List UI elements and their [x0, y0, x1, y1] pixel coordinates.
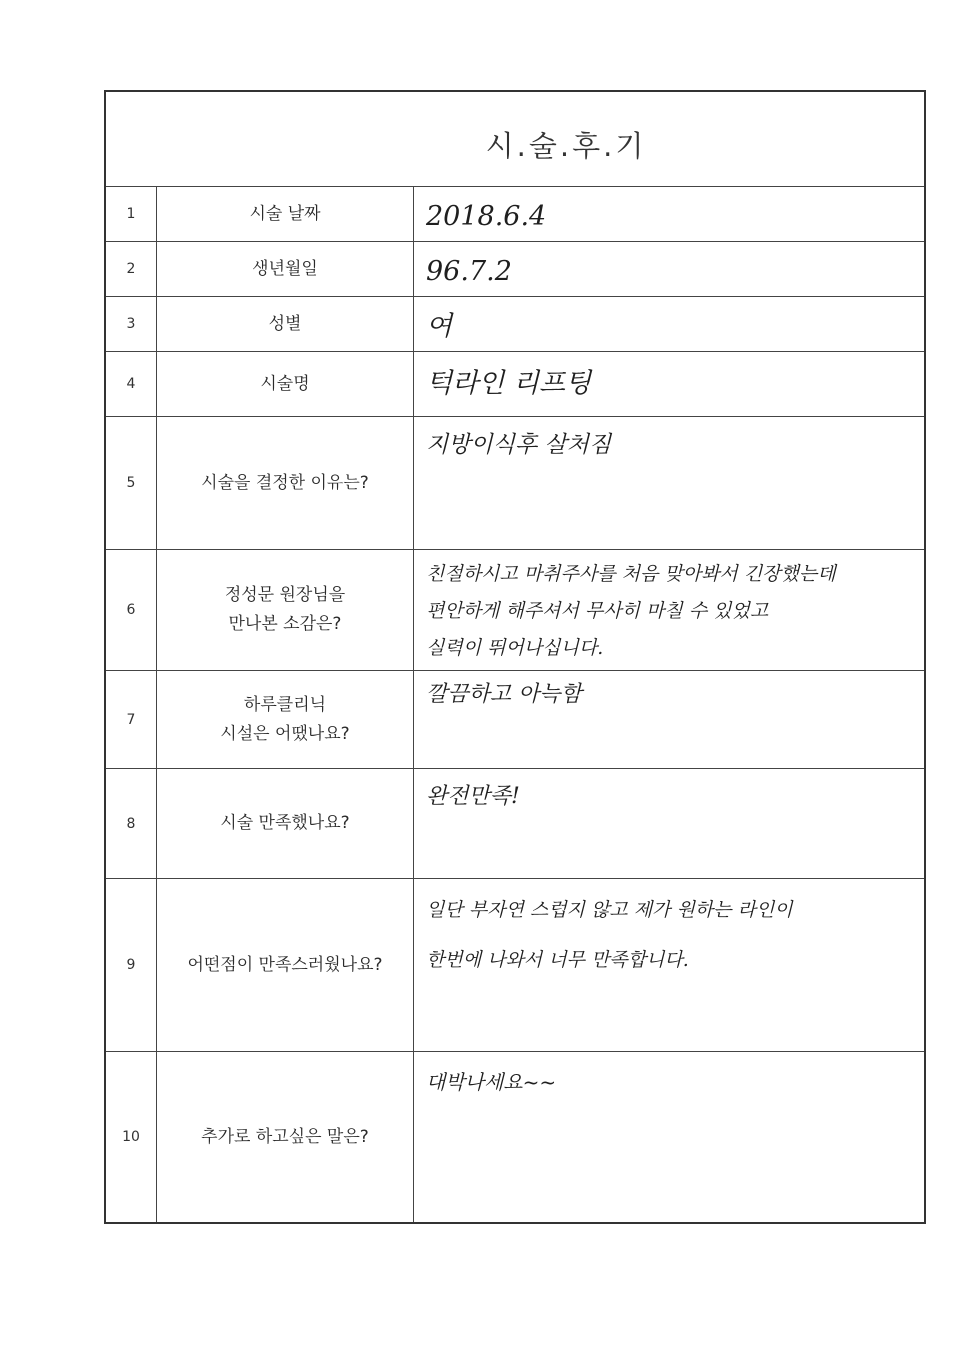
row-label: 생년월일	[157, 242, 414, 296]
form-row-facility	[106, 671, 924, 769]
row-answer: 지방이식후 살처짐	[426, 432, 612, 458]
form-row-satisfying-points	[106, 879, 924, 1052]
row-number: 8	[106, 769, 157, 878]
review-form	[104, 90, 926, 1224]
form-row-gender	[106, 297, 924, 352]
row-answer: 턱라인 리프팅	[426, 368, 592, 399]
form-row-birth-date	[106, 242, 924, 297]
row-label: 정성문 원장님을 만나본 소감은?	[157, 550, 414, 670]
row-answer: 친절하시고 마취주사를 처음 맞아봐서 긴장했는데 편안하게 해주셔서 무사히 마칠 수 있었고 실력이 뛰어나십니다.	[426, 563, 836, 659]
row-label: 성별	[157, 297, 414, 351]
row-answer: 일단 부자연 스럽지 않고 제가 원하는 라인이 한번에 나와서 너무 만족합니다.	[426, 899, 793, 971]
form-row-satisfaction	[106, 769, 924, 879]
form-row-reason	[106, 417, 924, 550]
row-number: 3	[106, 297, 157, 351]
row-label: 추가로 하고싶은 말은?	[157, 1052, 414, 1222]
form-row-procedure-name	[106, 352, 924, 417]
row-number: 9	[106, 879, 157, 1051]
row-label: 시술을 결정한 이유는?	[157, 417, 414, 549]
row-label: 하루클리닉 시설은 어땠나요?	[157, 671, 414, 768]
row-label: 어떤점이 만족스러웠나요?	[157, 879, 414, 1051]
row-label: 시술 만족했나요?	[157, 769, 414, 878]
row-label: 시술 날짜	[157, 187, 414, 241]
row-number: 2	[106, 242, 157, 296]
form-row-procedure-date	[106, 187, 924, 242]
row-number: 6	[106, 550, 157, 670]
form-title: 시.술.후.기	[485, 129, 647, 163]
row-answer: 2018.6.4	[426, 201, 547, 232]
title-row	[106, 92, 924, 187]
row-number: 5	[106, 417, 157, 549]
row-answer: 대박나세요~~	[426, 1070, 557, 1094]
row-answer: 완전만족!	[426, 784, 520, 809]
form-row-additional-comments	[106, 1052, 924, 1222]
row-label: 시술명	[157, 352, 414, 416]
row-number: 10	[106, 1052, 157, 1222]
form-row-doctor-impression	[106, 550, 924, 671]
row-answer: 여	[426, 311, 453, 342]
row-answer: 깔끔하고 아늑함	[426, 682, 582, 707]
row-number: 1	[106, 187, 157, 241]
row-number: 4	[106, 352, 157, 416]
row-answer: 96.7.2	[426, 256, 512, 287]
row-number: 7	[106, 671, 157, 768]
